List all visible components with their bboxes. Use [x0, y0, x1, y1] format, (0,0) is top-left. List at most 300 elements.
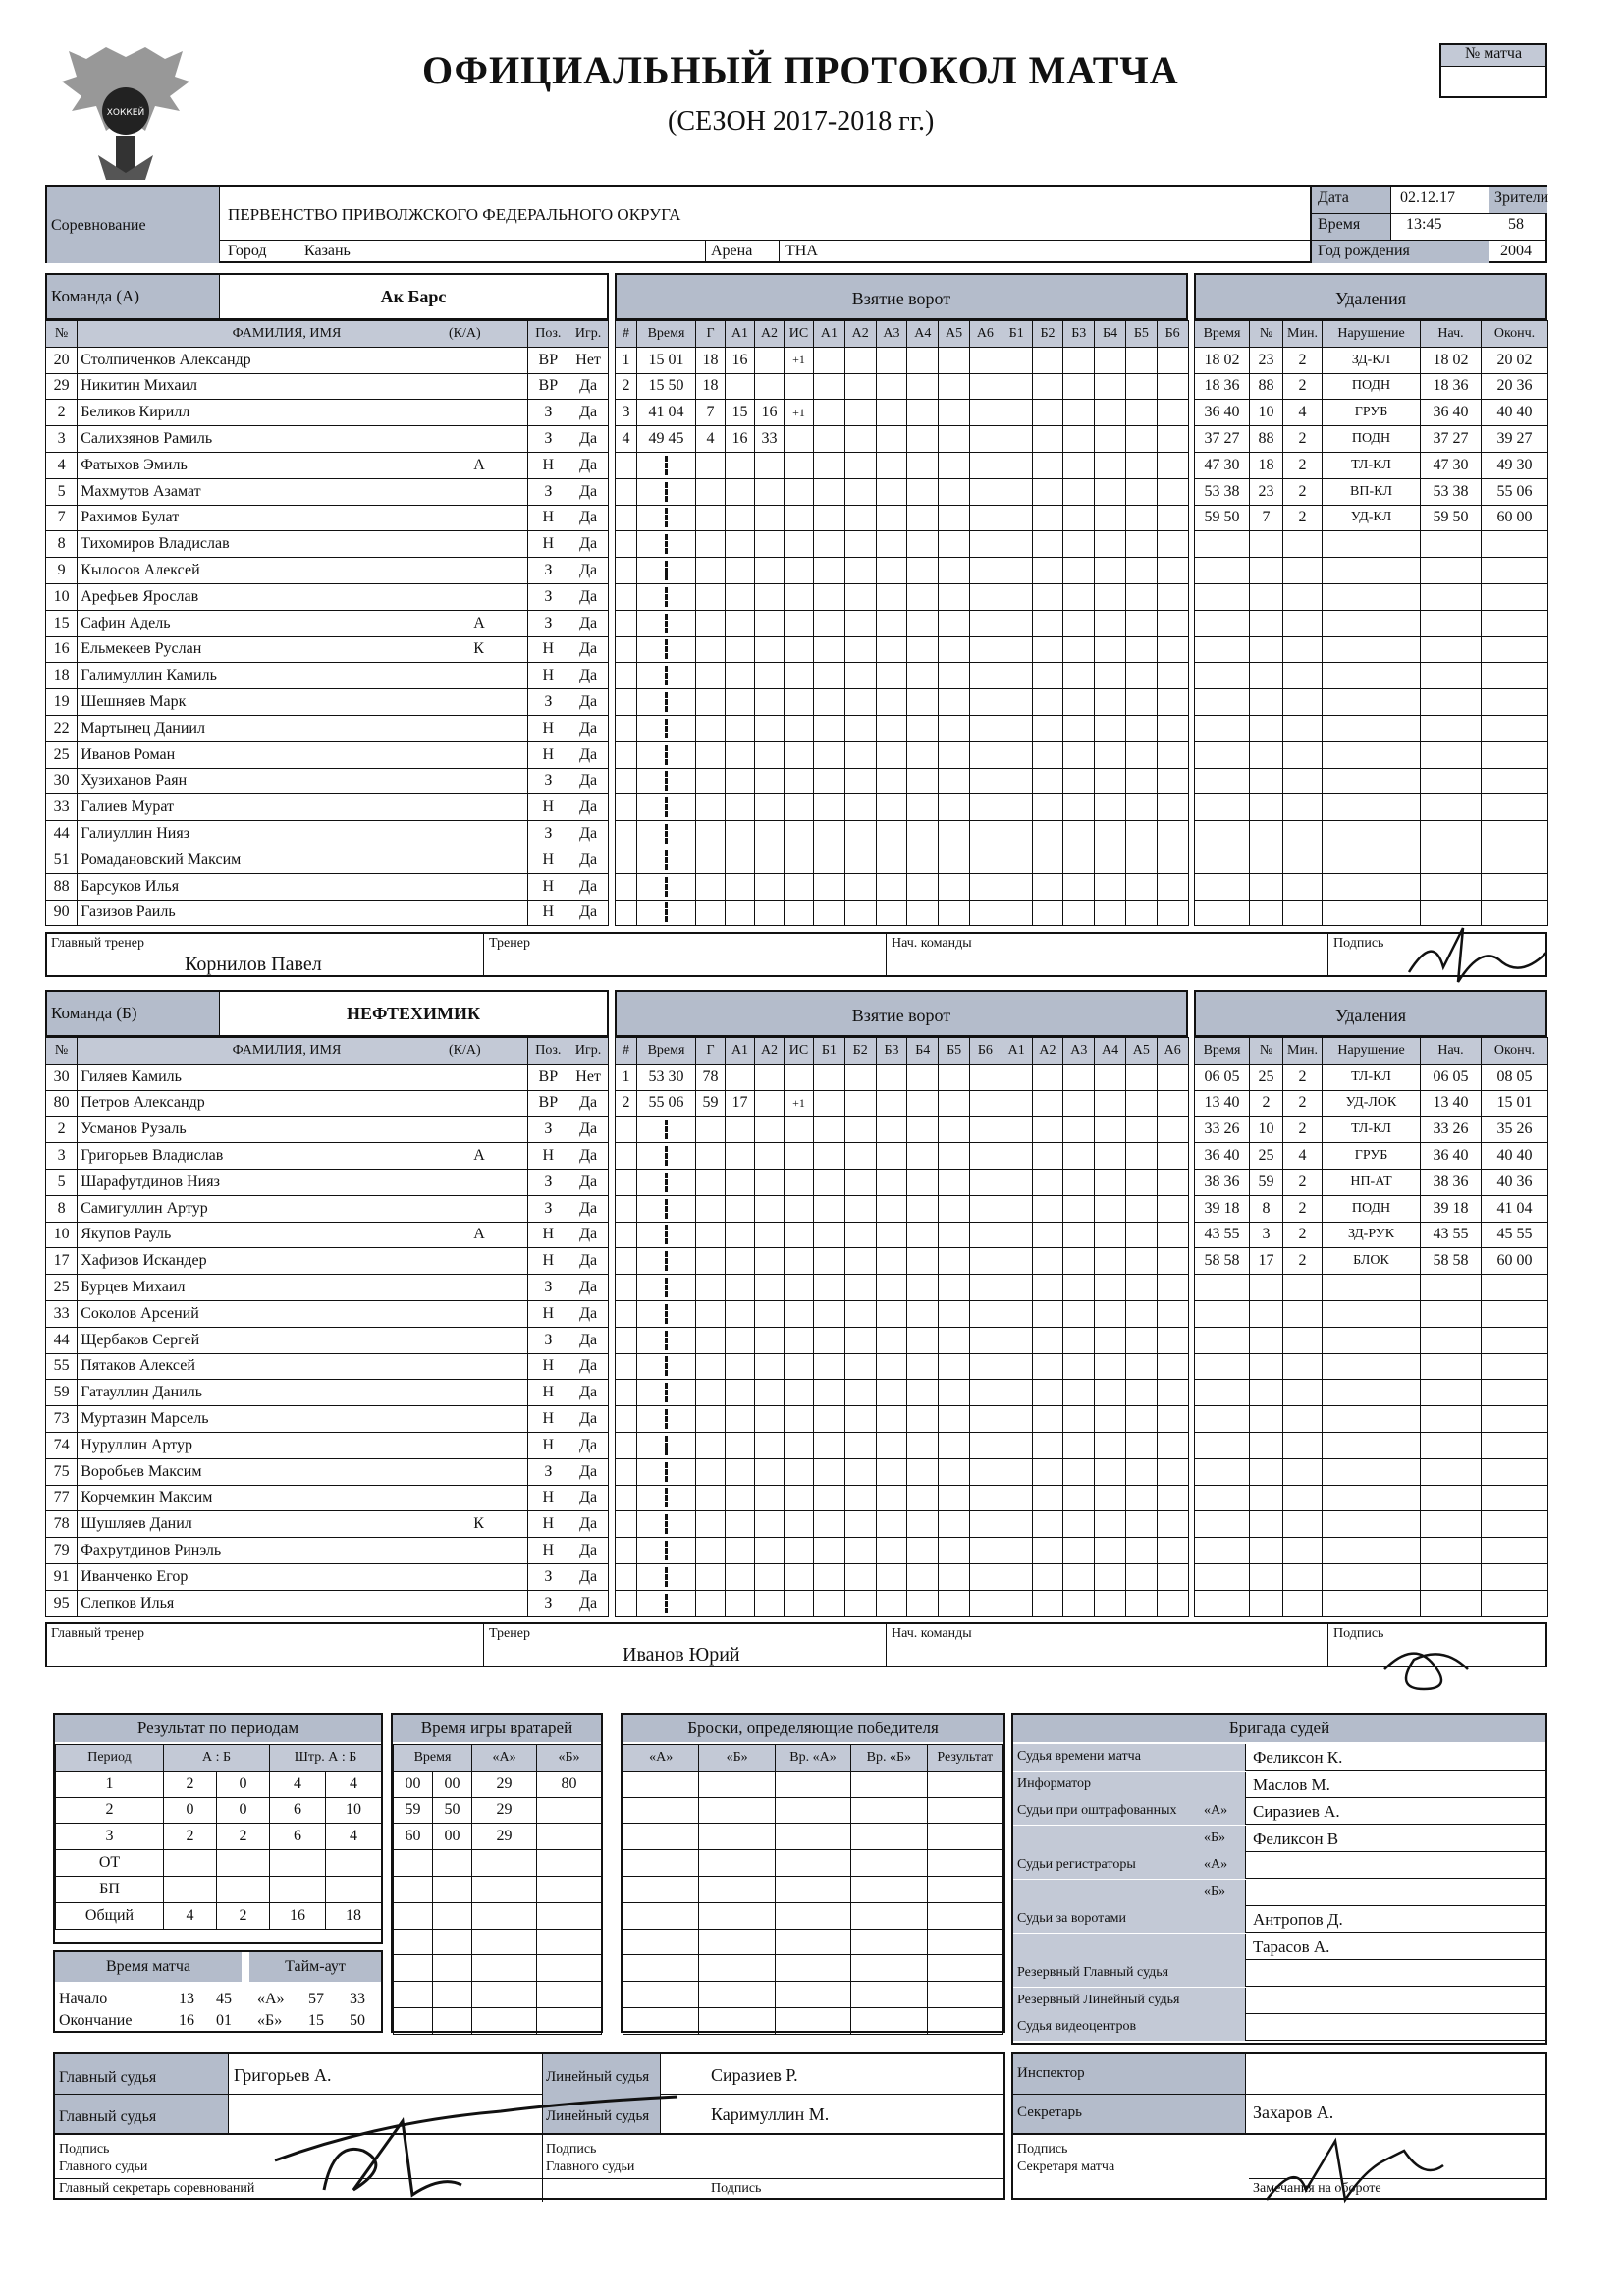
ice-cell	[1125, 1563, 1157, 1590]
goalie-min	[394, 1955, 433, 1982]
player-position: Н	[528, 1353, 568, 1380]
penalty-start: 59 50	[1421, 505, 1482, 531]
penalty-player	[1250, 1275, 1283, 1301]
goal-time	[637, 1380, 696, 1406]
ice-cell	[939, 794, 970, 821]
penalty-start: 38 36	[1421, 1169, 1482, 1195]
ice-cell	[1032, 1300, 1063, 1327]
ice-cell	[814, 715, 845, 741]
roster-row	[46, 1538, 609, 1564]
goal-assist-2	[755, 1143, 785, 1170]
birth-year-value: 2004	[1500, 243, 1532, 259]
goal-row	[616, 663, 1189, 689]
ice-cell	[1032, 1538, 1063, 1564]
ice-col-А2: А2	[844, 321, 876, 348]
ice-cell	[844, 794, 876, 821]
penalty-player	[1250, 1485, 1283, 1511]
goal-row	[616, 400, 1189, 426]
goal-situation: +1	[785, 347, 814, 373]
goal-scorer	[696, 636, 726, 663]
player-name-text: Пятаков Алексей	[81, 1357, 195, 1375]
penalty-time: 58 58	[1195, 1248, 1250, 1275]
ice-col-А5: А5	[1125, 1038, 1157, 1065]
ice-cell	[1001, 715, 1032, 741]
penalty-start	[1421, 794, 1482, 821]
goal-assist-2	[755, 373, 785, 400]
goal-number	[616, 1563, 637, 1590]
penalty-minutes: 4	[1283, 1143, 1323, 1170]
penalty-start: 58 58	[1421, 1248, 1482, 1275]
roster-row	[46, 663, 609, 689]
penalty-time: 59 50	[1195, 505, 1250, 531]
penalty-time: 38 36	[1195, 1169, 1250, 1195]
goal-scorer	[696, 1563, 726, 1590]
roster-row	[46, 1275, 609, 1301]
ice-cell	[1125, 1353, 1157, 1380]
team-b-goals-title: Взятие ворот	[615, 990, 1188, 1037]
document-title: ОФИЦИАЛЬНЫЙ ПРОТОКОЛ МАТЧА	[422, 48, 1179, 92]
penalty-row	[1195, 821, 1548, 847]
ice-cell	[1095, 1327, 1126, 1353]
goal-assist-2	[755, 478, 785, 505]
referee-side: «А»	[1204, 1857, 1228, 1872]
roster-row	[46, 505, 609, 531]
ice-cell	[814, 1563, 845, 1590]
shootout-row	[623, 1824, 1003, 1850]
goal-number	[616, 1458, 637, 1485]
player-position: Н	[528, 715, 568, 741]
ice-cell	[969, 610, 1001, 636]
player-played: Да	[568, 505, 609, 531]
player-position: Н	[528, 1300, 568, 1327]
penalty-end	[1482, 873, 1548, 900]
penalty-time	[1195, 1432, 1250, 1458]
ice-cell	[844, 400, 876, 426]
ice-cell	[1063, 821, 1095, 847]
ice-cell	[1032, 452, 1063, 478]
ice-cell	[814, 847, 845, 873]
ice-cell	[1157, 426, 1188, 453]
player-played: Да	[568, 663, 609, 689]
ice-cell	[1095, 1380, 1126, 1406]
penalty-row	[1195, 1353, 1548, 1380]
player-position: З	[528, 1590, 568, 1616]
ice-cell	[907, 689, 939, 716]
period-row	[56, 1797, 382, 1824]
ice-cell	[1157, 847, 1188, 873]
pen-col-start: Нач.	[1421, 321, 1482, 348]
goal-scorer	[696, 1380, 726, 1406]
ice-cell	[876, 1195, 907, 1222]
penalty-infraction	[1323, 1300, 1421, 1327]
penalty-start	[1421, 821, 1482, 847]
ice-cell	[1157, 1432, 1188, 1458]
goal-row	[616, 1511, 1189, 1538]
penalty-start	[1421, 1590, 1482, 1616]
goal-assist-1	[726, 373, 755, 400]
ice-cell	[1001, 531, 1032, 558]
goal-situation	[785, 741, 814, 768]
ice-cell	[907, 715, 939, 741]
referee-name: Тарасов А.	[1253, 1937, 1330, 1956]
team-b-team-chief-label: Нач. команды	[892, 1626, 972, 1641]
ice-cell	[1157, 768, 1188, 794]
referee-row	[1013, 1988, 1545, 2014]
ice-cell	[844, 583, 876, 610]
ice-cell	[1095, 663, 1126, 689]
player-position: Н	[528, 531, 568, 558]
ice-cell	[969, 1064, 1001, 1090]
goal-situation	[785, 1485, 814, 1511]
goal-number	[616, 1511, 637, 1538]
ice-cell	[1032, 1511, 1063, 1538]
ice-cell	[844, 610, 876, 636]
ice-cell	[939, 741, 970, 768]
goal-situation	[785, 583, 814, 610]
penalty-infraction: НП-АТ	[1323, 1169, 1421, 1195]
ice-cell	[1157, 1300, 1188, 1327]
goal-assist-1	[726, 741, 755, 768]
ice-cell	[876, 768, 907, 794]
ice-cell	[1032, 610, 1063, 636]
penalty-player	[1250, 1458, 1283, 1485]
penalty-end: 20 02	[1482, 347, 1548, 373]
penalty-time: 36 40	[1195, 400, 1250, 426]
goal-number	[616, 1538, 637, 1564]
player-name	[78, 373, 528, 400]
player-name	[78, 1169, 528, 1195]
player-name	[78, 768, 528, 794]
penalty-time	[1195, 768, 1250, 794]
ice-cell	[1063, 426, 1095, 453]
penalty-start	[1421, 1380, 1482, 1406]
period-col-score: А : Б	[164, 1745, 270, 1772]
ice-cell	[1001, 1432, 1032, 1458]
shootout-cell	[851, 1902, 927, 1929]
player-name-text: Газизов Раиль	[81, 903, 176, 921]
goal-time	[637, 1248, 696, 1275]
penalty-row	[1195, 847, 1548, 873]
ice-cell	[1001, 1458, 1032, 1485]
goal-assist-1	[726, 715, 755, 741]
penalty-player	[1250, 1590, 1283, 1616]
ice-cell	[1095, 1222, 1126, 1248]
penalty-start	[1421, 610, 1482, 636]
roster-row	[46, 1090, 609, 1117]
timeout-b-sec: 50	[350, 2012, 365, 2029]
goal-number	[616, 900, 637, 926]
referee-side: «Б»	[1204, 1884, 1226, 1899]
penalty-row	[1195, 1432, 1548, 1458]
penalty-time: 33 26	[1195, 1117, 1250, 1143]
goal-assist-2	[755, 558, 785, 584]
player-number: 78	[46, 1511, 78, 1538]
penalty-start	[1421, 1353, 1482, 1380]
goal-time	[637, 1300, 696, 1327]
goal-assist-1	[726, 1511, 755, 1538]
penalty-minutes	[1283, 1406, 1323, 1433]
ice-cell	[1032, 636, 1063, 663]
ice-cell	[1157, 1143, 1188, 1170]
player-played: Да	[568, 1511, 609, 1538]
ice-cell	[1157, 1485, 1188, 1511]
goal-situation: +1	[785, 400, 814, 426]
svg-text:ХОККЕЙ: ХОККЕЙ	[106, 108, 145, 118]
penalty-start	[1421, 1458, 1482, 1485]
goal-time: 15 50	[637, 373, 696, 400]
shootout-cell	[699, 1929, 775, 1955]
ice-cell	[1032, 900, 1063, 926]
ice-cell	[876, 558, 907, 584]
ice-cell	[814, 1353, 845, 1380]
ice-cell	[876, 636, 907, 663]
referee-role: Судьи регистраторы	[1017, 1857, 1136, 1872]
player-number: 88	[46, 873, 78, 900]
player-name	[78, 531, 528, 558]
ice-cell	[1032, 400, 1063, 426]
penalty-minutes: 2	[1283, 347, 1323, 373]
ice-cell	[1032, 1169, 1063, 1195]
shootout-cell	[927, 1929, 1002, 1955]
penalty-minutes: 2	[1283, 478, 1323, 505]
ice-cell	[1063, 1538, 1095, 1564]
penalty-start	[1421, 873, 1482, 900]
ice-cell	[939, 847, 970, 873]
goalie-a: 29	[472, 1797, 537, 1824]
penalty-minutes	[1283, 847, 1323, 873]
ice-cell	[1001, 768, 1032, 794]
ice-cell	[844, 373, 876, 400]
roster-row	[46, 1064, 609, 1090]
player-played: Да	[568, 426, 609, 453]
ice-cell	[907, 452, 939, 478]
penalty-start	[1421, 558, 1482, 584]
roster-col-played: Игр.	[568, 1038, 609, 1065]
ice-cell	[1063, 663, 1095, 689]
player-number: 77	[46, 1485, 78, 1511]
ice-col-А1: А1	[1001, 1038, 1032, 1065]
goal-assist-2	[755, 873, 785, 900]
roster-row	[46, 1327, 609, 1353]
ice-cell	[1157, 505, 1188, 531]
ice-cell	[1095, 1353, 1126, 1380]
goal-row	[616, 1485, 1189, 1511]
goal-assist-1: 15	[726, 400, 755, 426]
penalty-minutes	[1283, 821, 1323, 847]
player-name	[78, 689, 528, 716]
penalty-infraction	[1323, 689, 1421, 716]
penalty-player	[1250, 715, 1283, 741]
goal-time	[637, 1222, 696, 1248]
score-b	[217, 1850, 270, 1877]
shootout-cell	[699, 1955, 775, 1982]
ice-cell	[1125, 1590, 1157, 1616]
ice-cell	[939, 1275, 970, 1301]
ice-cell	[1125, 1275, 1157, 1301]
goal-time	[637, 873, 696, 900]
ice-cell	[969, 1169, 1001, 1195]
goal-assist-1	[726, 1169, 755, 1195]
shootout-cell	[927, 1771, 1002, 1797]
goal-number	[616, 1353, 637, 1380]
roster-row	[46, 373, 609, 400]
goal-situation	[785, 1117, 814, 1143]
player-name	[78, 794, 528, 821]
goal-situation	[785, 558, 814, 584]
goal-row	[616, 821, 1189, 847]
penalty-player	[1250, 1380, 1283, 1406]
ice-cell	[1032, 663, 1063, 689]
ice-cell	[876, 1432, 907, 1458]
ice-cell	[844, 426, 876, 453]
goal-assist-2	[755, 1380, 785, 1406]
team-b-coach-label: Тренер	[489, 1626, 530, 1641]
roster-row	[46, 452, 609, 478]
timeout-a-sec: 33	[350, 1991, 365, 2007]
goal-assist-2	[755, 1064, 785, 1090]
penalty-minutes: 2	[1283, 1064, 1323, 1090]
ice-cell	[876, 794, 907, 821]
penalty-end	[1482, 715, 1548, 741]
ice-cell	[876, 426, 907, 453]
penalty-player	[1250, 1406, 1283, 1433]
ice-cell	[1032, 1222, 1063, 1248]
ice-cell	[844, 1432, 876, 1458]
penalty-row	[1195, 478, 1548, 505]
player-number: 80	[46, 1090, 78, 1117]
goal-number	[616, 478, 637, 505]
roster-col-no: №	[46, 321, 78, 348]
penalty-row	[1195, 636, 1548, 663]
player-position: З	[528, 1195, 568, 1222]
player-number: 25	[46, 1275, 78, 1301]
shootout-cell	[927, 2007, 1002, 2034]
penalty-minutes	[1283, 689, 1323, 716]
shootout-row	[623, 2007, 1003, 2034]
chief-sign-label: Подпись	[711, 2181, 762, 2196]
penalty-start: 47 30	[1421, 452, 1482, 478]
penalty-time: 39 18	[1195, 1195, 1250, 1222]
penalty-minutes	[1283, 583, 1323, 610]
ice-cell	[1032, 1485, 1063, 1511]
penalty-player: 88	[1250, 373, 1283, 400]
ice-cell	[1001, 1222, 1032, 1248]
goal-assist-1	[726, 821, 755, 847]
penalty-start	[1421, 663, 1482, 689]
ice-cell	[876, 1169, 907, 1195]
ice-cell	[939, 1432, 970, 1458]
goal-scorer: 4	[696, 426, 726, 453]
penalty-time	[1195, 900, 1250, 926]
player-played: Да	[568, 1563, 609, 1590]
player-played: Да	[568, 715, 609, 741]
team-a-head-coach-label: Главный тренер	[51, 936, 144, 951]
roster-row	[46, 1353, 609, 1380]
goal-situation	[785, 873, 814, 900]
penalty-row	[1195, 583, 1548, 610]
player-played: Да	[568, 558, 609, 584]
ice-cell	[1157, 400, 1188, 426]
player-name	[78, 610, 528, 636]
ice-cell	[876, 821, 907, 847]
ice-cell	[969, 1485, 1001, 1511]
player-position: З	[528, 1458, 568, 1485]
player-name	[78, 1064, 528, 1090]
penalty-end	[1482, 1406, 1548, 1433]
ice-cell	[939, 1195, 970, 1222]
match-number-label: № матча	[1441, 45, 1545, 67]
player-name	[78, 1406, 528, 1433]
referee-name: Маслов М.	[1253, 1775, 1330, 1794]
goal-number: 3	[616, 400, 637, 426]
ice-cell	[1001, 636, 1032, 663]
ice-cell	[844, 715, 876, 741]
player-number: 95	[46, 1590, 78, 1616]
penalty-end: 15 01	[1482, 1090, 1548, 1117]
ice-cell	[1125, 768, 1157, 794]
ice-cell	[1125, 1222, 1157, 1248]
goal-time	[637, 1538, 696, 1564]
period-row	[56, 1902, 382, 1929]
ice-cell	[939, 1485, 970, 1511]
goalie-sec: 50	[433, 1797, 472, 1824]
ice-cell	[814, 452, 845, 478]
goal-assist-1	[726, 478, 755, 505]
goal-time	[637, 531, 696, 558]
team-b-team-name: НЕФТЕХИМИК	[346, 1004, 481, 1023]
goal-scorer	[696, 741, 726, 768]
timeout-a-label: «А»	[257, 1991, 285, 2007]
player-position: З	[528, 821, 568, 847]
ice-cell	[939, 636, 970, 663]
goal-situation	[785, 1458, 814, 1485]
penalty-time	[1195, 1458, 1250, 1485]
ice-cell	[814, 1248, 845, 1275]
roster-col-name	[78, 1038, 528, 1065]
penalty-time: 18 02	[1195, 347, 1250, 373]
ice-cell	[969, 1511, 1001, 1538]
ice-cell	[844, 1248, 876, 1275]
ice-cell	[907, 794, 939, 821]
ice-cell	[939, 1458, 970, 1485]
ice-cell	[1063, 1064, 1095, 1090]
roster-row	[46, 847, 609, 873]
shootout-cell	[851, 1797, 927, 1824]
penalty-start	[1421, 741, 1482, 768]
team-a-penalties-title: Удаления	[1194, 273, 1547, 320]
timeout-b-label: «Б»	[257, 2012, 283, 2029]
penalty-row	[1195, 1248, 1548, 1275]
penalty-player	[1250, 558, 1283, 584]
ice-cell	[1001, 1143, 1032, 1170]
goal-situation	[785, 715, 814, 741]
player-number: 74	[46, 1432, 78, 1458]
ice-cell	[907, 1406, 939, 1433]
ice-cell	[1001, 900, 1032, 926]
ice-cell	[907, 1169, 939, 1195]
goal-assist-2	[755, 1538, 785, 1564]
penalty-start: 53 38	[1421, 478, 1482, 505]
goal-assist-2	[755, 1406, 785, 1433]
ice-cell	[907, 821, 939, 847]
ice-cell	[1095, 794, 1126, 821]
goalie-row	[394, 1982, 602, 2008]
goal-scorer	[696, 715, 726, 741]
player-number: 5	[46, 478, 78, 505]
team-a-head-coach-name: Корнилов Павел	[185, 954, 322, 975]
ice-cell	[939, 347, 970, 373]
ice-cell	[876, 1380, 907, 1406]
